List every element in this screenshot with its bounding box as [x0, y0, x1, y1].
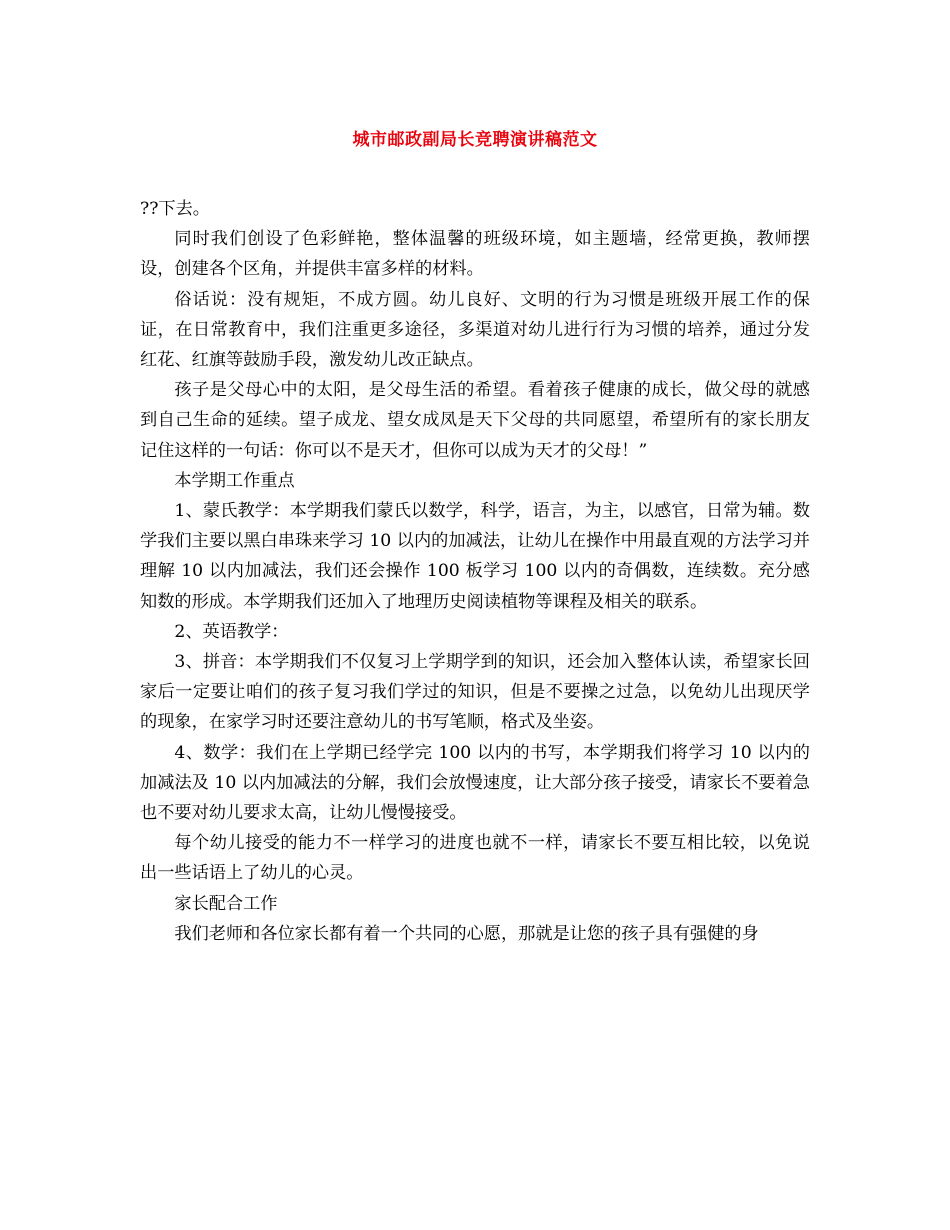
paragraph: 同时我们创设了色彩鲜艳，整体温馨的班级环境，如主题墙，经常更换，教师摆设，创建各个区角，并提供丰富多样的材料。	[140, 229, 810, 280]
document-body	[140, 194, 810, 949]
paragraph: 4、数学：我们在上学期已经学完 100 以内的书写，本学期我们将学习 10 以内的加减法及 10 以内加减法的分解，我们会放慢速度，让大部分孩子接受，请家长不要着急也不要对幼儿要求太高，让幼儿慢慢接受。	[140, 742, 810, 824]
section-heading: 本学期工作重点	[174, 470, 295, 491]
paragraph: ??下去。	[140, 199, 210, 219]
paragraph: 我们老师和各位家长都有着一个共同的心愿，那就是让您的孩子具有强健的身	[174, 923, 759, 944]
document-title: 城市邮政副局长竞聘演讲稿范文	[352, 130, 598, 150]
paragraph: 2、英语教学：	[174, 621, 289, 642]
section-heading: 家长配合工作	[174, 893, 278, 914]
paragraph: 每个幼儿接受的能力不一样学习的进度也就不一样，请家长不要互相比较，以免说出一些话语上了幼儿的心灵。	[140, 833, 810, 884]
paragraph: 俗话说：没有规矩，不成方圆。幼儿良好、文明的行为习惯是班级开展工作的保证，在日常教育中，我们注重更多途径，多渠道对幼儿进行行为习惯的培养，通过分发红花、红旗等鼓励手段，激发幼儿改正缺点。	[140, 289, 810, 371]
paragraph: 3、拼音：本学期我们不仅复习上学期学到的知识，还会加入整体认读，希望家长回家后一定要让咱们的孩子复习我们学过的知识，但是不要操之过急，以免幼儿出现厌学的现象，在家学习时还要注意幼儿的书写笔顺，格式及坐姿。	[140, 652, 810, 733]
paragraph: 1、蒙氏教学：本学期我们蒙氏以数学，科学，语言，为主，以感官，日常为辅。数学我们主要以黑白串珠来学习 10 以内的加减法，让幼儿在操作中用最直观的方法学习并理解 10 以内加减法，我们还会操作 100 板学习 100 以内的奇偶数，连续数。充分感知数的形成。本学期我们还加入了地理历史阅读植物等课程及相关的联系。	[140, 501, 810, 612]
paragraph: 孩子是父母心中的太阳，是父母生活的希望。看着孩子健康的成长，做父母的就感到自己生命的延续。望子成龙、望女成凤是天下父母的共同愿望，希望所有的家长朋友记住这样的一句话：你可以不是天才，但你可以成为天才的父母！”	[140, 380, 810, 461]
